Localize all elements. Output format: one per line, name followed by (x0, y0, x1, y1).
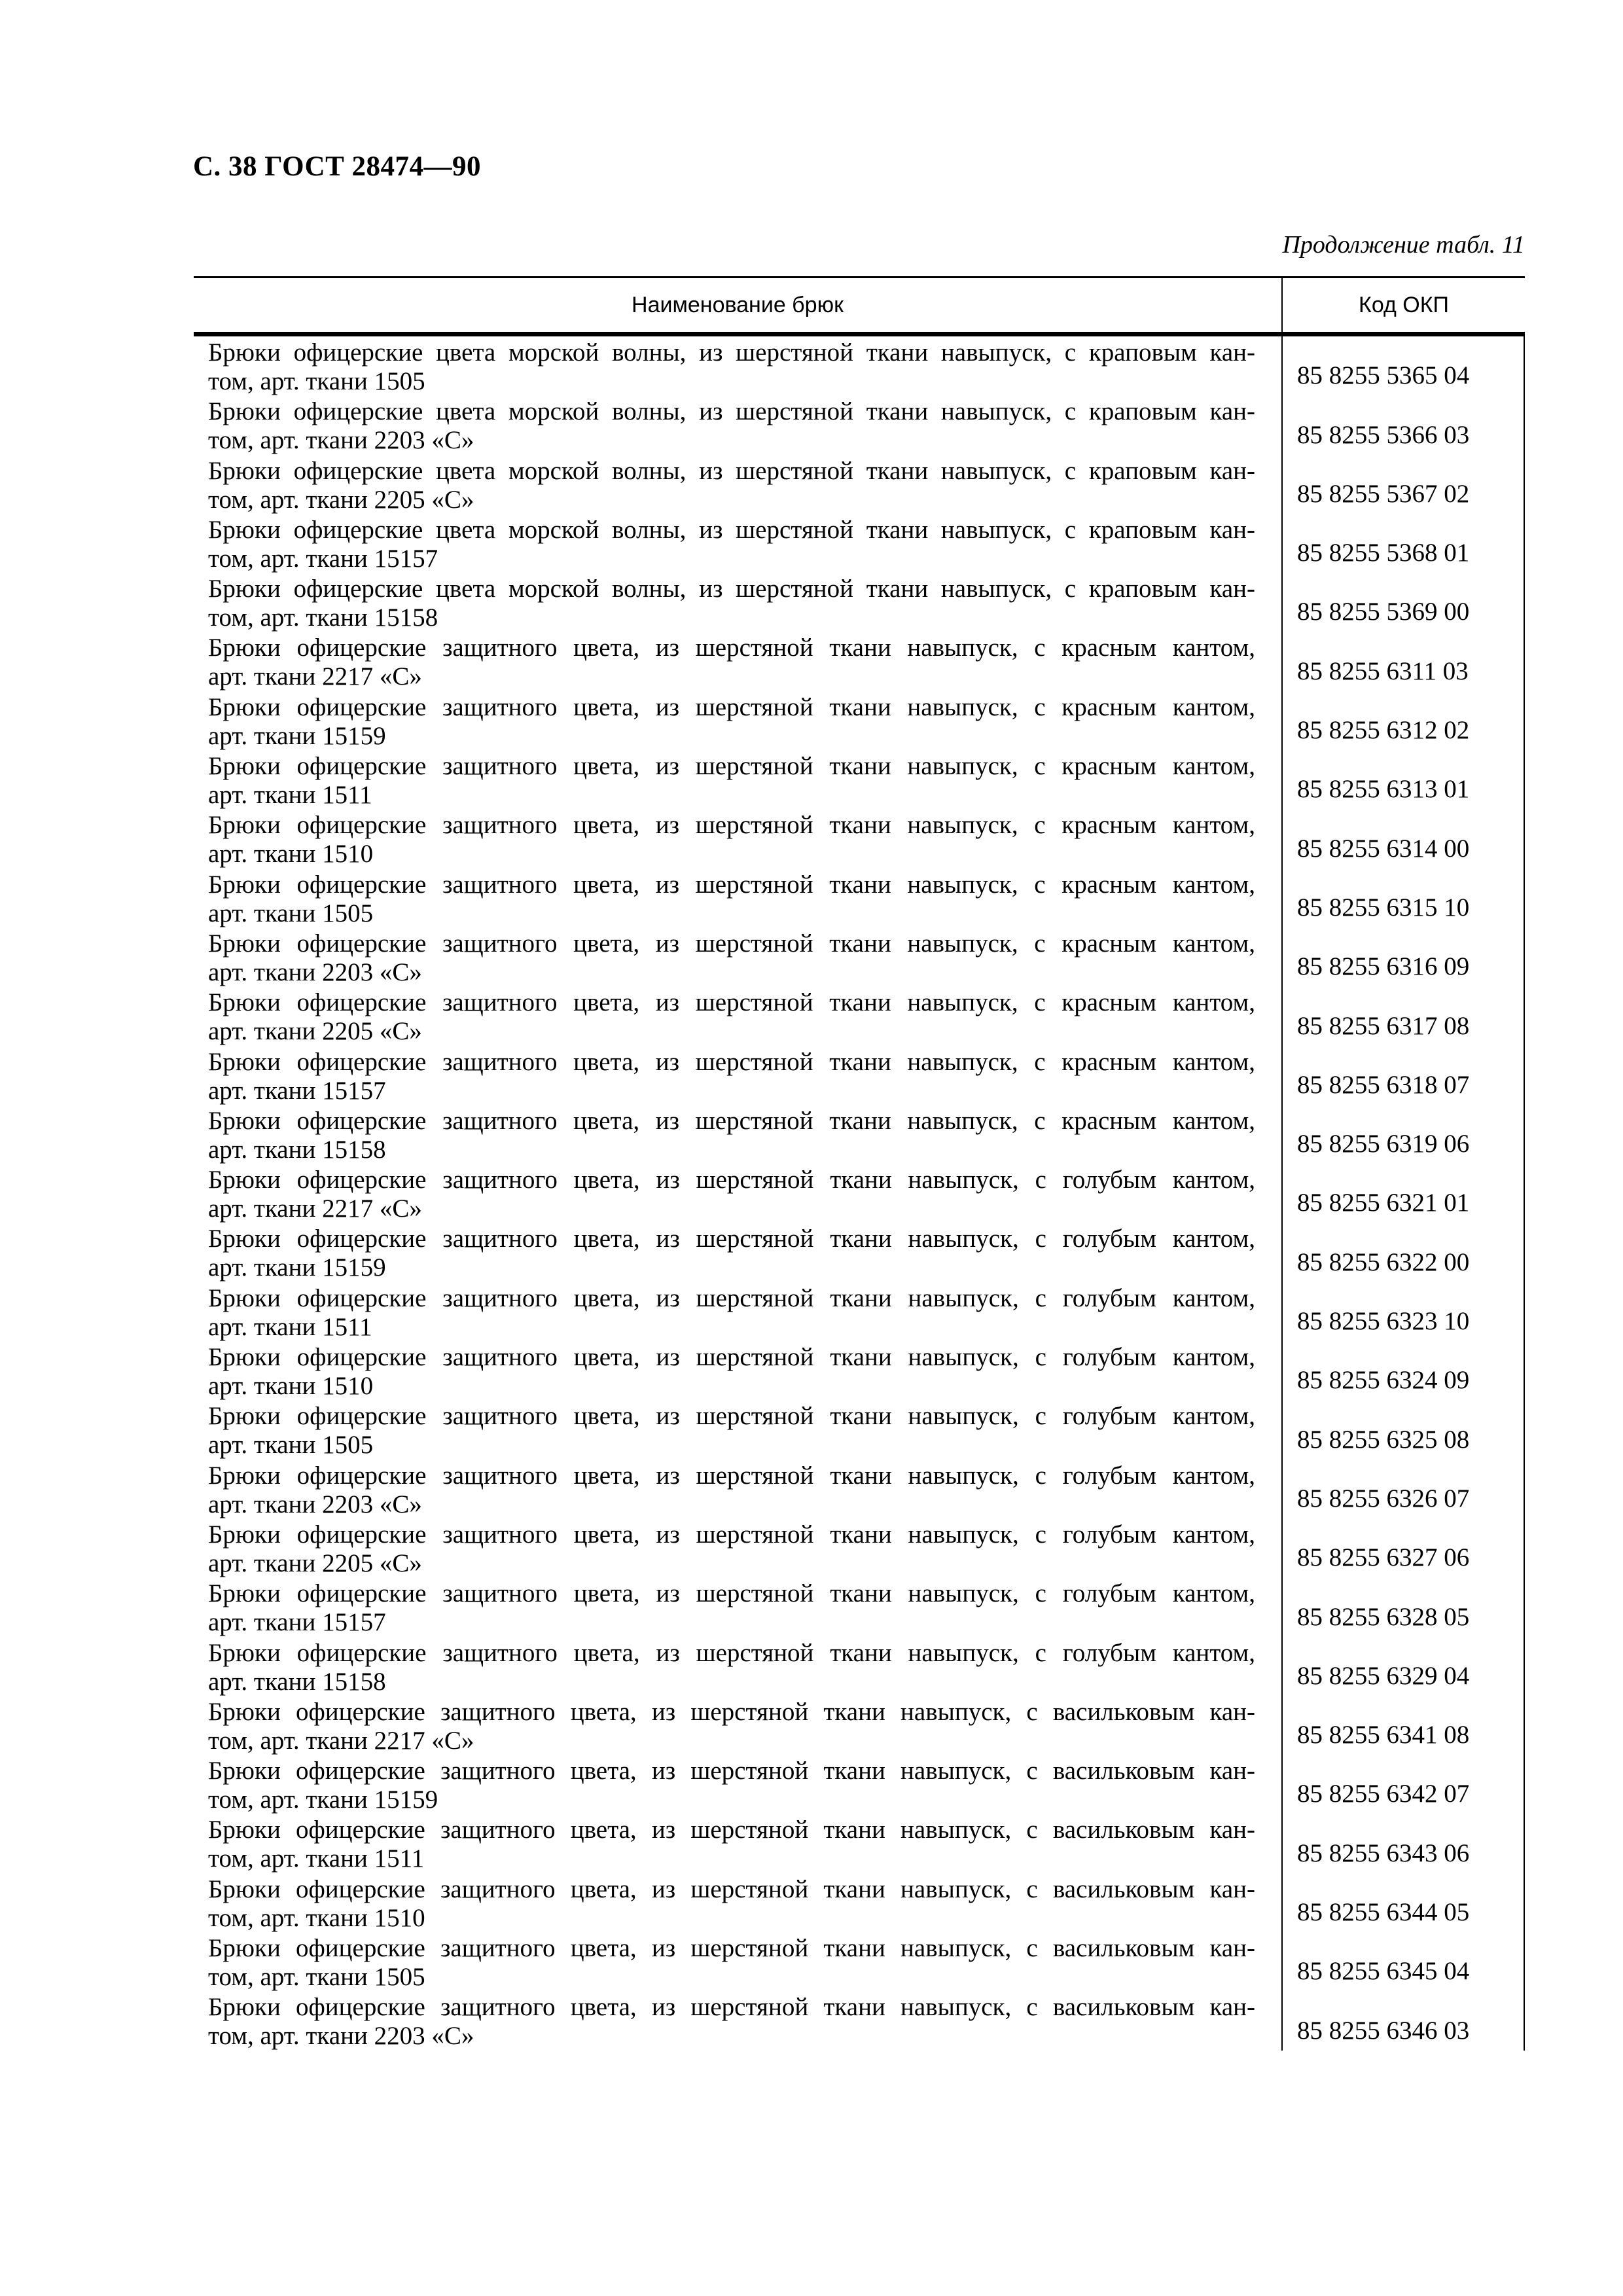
trouser-name-line2: том, арт. ткани 2205 «С» (208, 485, 474, 514)
trouser-name-line1: Брюки офицерские защитного цвета, из шерстяной ткани навыпуск, с красным кантом, (208, 752, 1255, 781)
okp-code-cell: 85 8255 5368 01 (1281, 514, 1524, 573)
trouser-name-cell (194, 455, 1281, 514)
trouser-name-line2: арт. ткани 15158 (208, 1135, 386, 1164)
table-row (194, 986, 1524, 1045)
trouser-name-cell (194, 632, 1281, 691)
okp-table (194, 276, 1525, 2051)
trouser-name-line1: Брюки офицерские цвета морской волны, из шерстяной ткани навыпуск, с краповым кан- (208, 397, 1255, 426)
trouser-name-line2: арт. ткани 15159 (208, 721, 386, 750)
okp-code-cell: 85 8255 5365 04 (1281, 336, 1524, 395)
table-row (194, 395, 1524, 454)
trouser-name-line2: арт. ткани 15158 (208, 1667, 386, 1696)
okp-code-cell: 85 8255 6313 01 (1281, 750, 1524, 809)
table-row (194, 1577, 1524, 1636)
table-row (194, 1991, 1524, 2050)
table-row (194, 691, 1524, 750)
table-row (194, 750, 1524, 809)
trouser-name-line1: Брюки офицерские цвета морской волны, из шерстяной ткани навыпуск, с краповым кан- (208, 338, 1255, 367)
trouser-name-line1: Брюки офицерские защитного цвета, из шерстяной ткани навыпуск, с васильковым кан- (208, 1816, 1255, 1844)
table-row (194, 1932, 1524, 1991)
trouser-name-line1: Брюки офицерские защитного цвета, из шерстяной ткани навыпуск, с красным кантом, (208, 634, 1255, 662)
trouser-name-line1: Брюки офицерские защитного цвета, из шерстяной ткани навыпуск, с красным кантом, (208, 1047, 1255, 1076)
trouser-name-cell (194, 1991, 1281, 2050)
column-header-name: Наименование брюк (632, 292, 844, 317)
trouser-name-cell (194, 869, 1281, 927)
table-row (194, 1164, 1524, 1223)
trouser-name-cell (194, 514, 1281, 573)
trouser-name-line1: Брюки офицерские защитного цвета, из шерстяной ткани навыпуск, с голубым кантом, (208, 1638, 1255, 1667)
trouser-name-line1: Брюки офицерские защитного цвета, из шерстяной ткани навыпуск, с голубым кантом, (208, 1461, 1255, 1490)
table-row (194, 1873, 1524, 1932)
okp-code-cell: 85 8255 6311 03 (1281, 632, 1524, 691)
okp-code-cell: 85 8255 5369 00 (1281, 573, 1524, 632)
trouser-name-line2: том, арт. ткани 2217 «С» (208, 1726, 474, 1755)
trouser-name-line2: том, арт. ткани 1505 (208, 1963, 425, 1992)
page-header: С. 38 ГОСТ 28474—90 (193, 151, 482, 182)
table-row (194, 1696, 1524, 1755)
trouser-name-cell (194, 336, 1281, 395)
table-row (194, 1400, 1524, 1459)
table-row (194, 1755, 1524, 1814)
trouser-name-cell (194, 986, 1281, 1045)
okp-code-cell: 85 8255 6344 05 (1281, 1873, 1524, 1932)
okp-code-cell: 85 8255 6327 06 (1281, 1518, 1524, 1577)
trouser-name-line2: арт. ткани 2203 «С» (208, 958, 422, 986)
trouser-name-line2: том, арт. ткани 2203 «С» (208, 2022, 474, 2051)
trouser-name-cell (194, 1046, 1281, 1105)
table-row (194, 1046, 1524, 1105)
table-row (194, 809, 1524, 868)
okp-code-cell: 85 8255 5367 02 (1281, 455, 1524, 514)
okp-code-cell: 85 8255 6317 08 (1281, 986, 1524, 1045)
trouser-name-cell (194, 1400, 1281, 1459)
trouser-name-line1: Брюки офицерские защитного цвета, из шерстяной ткани навыпуск, с голубым кантом, (208, 1520, 1255, 1549)
trouser-name-line2: арт. ткани 2205 «С» (208, 1549, 422, 1577)
trouser-name-line2: том, арт. ткани 1510 (208, 1903, 425, 1932)
trouser-name-line2: том, арт. ткани 2203 «С» (208, 426, 474, 455)
trouser-name-line1: Брюки офицерские защитного цвета, из шерстяной ткани навыпуск, с васильковым кан- (208, 1934, 1255, 1963)
trouser-name-line1: Брюки офицерские цвета морской волны, из шерстяной ткани навыпуск, с краповым кан- (208, 456, 1255, 485)
trouser-name-cell (194, 395, 1281, 454)
trouser-name-cell (194, 691, 1281, 750)
trouser-name-line2: арт. ткани 1511 (208, 781, 372, 810)
trouser-name-cell (194, 1518, 1281, 1577)
trouser-name-line2: арт. ткани 2205 «С» (208, 1017, 422, 1046)
trouser-name-line1: Брюки офицерские защитного цвета, из шерстяной ткани навыпуск, с красным кантом, (208, 988, 1255, 1017)
trouser-name-line2: арт. ткани 1505 (208, 899, 374, 927)
trouser-name-cell (194, 1873, 1281, 1932)
table-row (194, 1282, 1524, 1341)
trouser-name-line1: Брюки офицерские защитного цвета, из шерстяной ткани навыпуск, с голубым кантом, (208, 1402, 1255, 1431)
trouser-name-cell (194, 927, 1281, 986)
trouser-name-line1: Брюки офицерские защитного цвета, из шерстяной ткани навыпуск, с васильковым кан- (208, 1993, 1255, 2022)
table-row (194, 455, 1524, 514)
okp-code-cell: 85 8255 6328 05 (1281, 1577, 1524, 1636)
table-row (194, 573, 1524, 632)
table-row (194, 927, 1524, 986)
okp-code-cell: 85 8255 6319 06 (1281, 1105, 1524, 1164)
trouser-name-line1: Брюки офицерские защитного цвета, из шерстяной ткани навыпуск, с красным кантом, (208, 692, 1255, 721)
trouser-name-cell (194, 1105, 1281, 1164)
table-row (194, 1105, 1524, 1164)
trouser-name-line1: Брюки офицерские защитного цвета, из шерстяной ткани навыпуск, с васильковым кан- (208, 1697, 1255, 1726)
okp-code-cell: 85 8255 6345 04 (1281, 1932, 1524, 1991)
trouser-name-cell (194, 1755, 1281, 1814)
table-row (194, 869, 1524, 927)
trouser-name-line2: арт. ткани 15157 (208, 1608, 386, 1637)
trouser-name-line1: Брюки офицерские защитного цвета, из шерстяной ткани навыпуск, с васильковым кан- (208, 1757, 1255, 1785)
trouser-name-line2: арт. ткани 15157 (208, 1076, 386, 1105)
trouser-name-line1: Брюки офицерские защитного цвета, из шерстяной ткани навыпуск, с голубым кантом, (208, 1225, 1255, 1253)
okp-code-cell: 85 8255 6325 08 (1281, 1400, 1524, 1459)
column-header-code: Код ОКП (1281, 278, 1525, 332)
table-row (194, 632, 1524, 691)
okp-code-cell: 85 8255 6314 00 (1281, 809, 1524, 868)
table-body (194, 336, 1525, 2051)
okp-code-cell: 85 8255 6315 10 (1281, 869, 1524, 927)
trouser-name-line1: Брюки офицерские защитного цвета, из шерстяной ткани навыпуск, с красным кантом, (208, 870, 1255, 899)
table-row (194, 1223, 1524, 1282)
trouser-name-line1: Брюки офицерские защитного цвета, из шерстяной ткани навыпуск, с красным кантом, (208, 929, 1255, 958)
trouser-name-line2: том, арт. ткани 15157 (208, 544, 438, 573)
okp-code-cell: 85 8255 5366 03 (1281, 395, 1524, 454)
table-row (194, 1518, 1524, 1577)
trouser-name-cell (194, 1341, 1281, 1400)
trouser-name-line2: арт. ткани 2203 «С» (208, 1490, 422, 1518)
okp-code-cell: 85 8255 6322 00 (1281, 1223, 1524, 1282)
trouser-name-line1: Брюки офицерские защитного цвета, из шерстяной ткани навыпуск, с голубым кантом, (208, 1166, 1255, 1194)
trouser-name-cell (194, 750, 1281, 809)
trouser-name-line2: арт. ткани 2217 «С» (208, 662, 422, 691)
trouser-name-cell (194, 1164, 1281, 1223)
trouser-name-line2: том, арт. ткани 15159 (208, 1785, 438, 1814)
trouser-name-cell (194, 573, 1281, 632)
okp-code-cell: 85 8255 6341 08 (1281, 1696, 1524, 1755)
okp-code-cell: 85 8255 6324 09 (1281, 1341, 1524, 1400)
table-row (194, 514, 1524, 573)
okp-code-cell: 85 8255 6323 10 (1281, 1282, 1524, 1341)
trouser-name-line1: Брюки офицерские цвета морской волны, из шерстяной ткани навыпуск, с краповым кан- (208, 575, 1255, 603)
table-caption: Продолжение табл. 11 (1282, 231, 1525, 259)
trouser-name-cell (194, 1460, 1281, 1518)
trouser-name-cell (194, 1932, 1281, 1991)
trouser-name-line1: Брюки офицерские защитного цвета, из шерстяной ткани навыпуск, с голубым кантом, (208, 1343, 1255, 1372)
trouser-name-line2: арт. ткани 1511 (208, 1312, 372, 1341)
trouser-name-line2: том, арт. ткани 1505 (208, 367, 425, 395)
trouser-name-cell (194, 809, 1281, 868)
okp-code-cell: 85 8255 6346 03 (1281, 1991, 1524, 2050)
trouser-name-cell (194, 1282, 1281, 1341)
trouser-name-line2: том, арт. ткани 1511 (208, 1844, 425, 1873)
trouser-name-cell (194, 1577, 1281, 1636)
trouser-name-line1: Брюки офицерские защитного цвета, из шерстяной ткани навыпуск, с красным кантом, (208, 1106, 1255, 1135)
table-row (194, 1814, 1524, 1873)
okp-code-cell: 85 8255 6312 02 (1281, 691, 1524, 750)
trouser-name-cell (194, 1814, 1281, 1873)
trouser-name-line1: Брюки офицерские защитного цвета, из шерстяной ткани навыпуск, с красным кантом, (208, 811, 1255, 840)
table-header (194, 276, 1525, 336)
trouser-name-cell (194, 1223, 1281, 1282)
trouser-name-line2: арт. ткани 15159 (208, 1253, 386, 1282)
trouser-name-line2: арт. ткани 1510 (208, 840, 374, 869)
trouser-name-line2: арт. ткани 1505 (208, 1431, 374, 1460)
table-row (194, 1637, 1524, 1696)
okp-code-cell: 85 8255 6321 01 (1281, 1164, 1524, 1223)
trouser-name-cell (194, 1637, 1281, 1696)
trouser-name-line1: Брюки офицерские цвета морской волны, из шерстяной ткани навыпуск, с краповым кан- (208, 515, 1255, 544)
trouser-name-line2: арт. ткани 2217 «С» (208, 1194, 422, 1223)
trouser-name-line2: том, арт. ткани 15158 (208, 603, 438, 632)
trouser-name-line2: арт. ткани 1510 (208, 1372, 374, 1401)
okp-code-cell: 85 8255 6342 07 (1281, 1755, 1524, 1814)
trouser-name-line1: Брюки офицерские защитного цвета, из шерстяной ткани навыпуск, с васильковым кан- (208, 1874, 1255, 1903)
okp-code-cell: 85 8255 6326 07 (1281, 1460, 1524, 1518)
okp-code-cell: 85 8255 6343 06 (1281, 1814, 1524, 1873)
trouser-name-cell (194, 1696, 1281, 1755)
table-row (194, 1460, 1524, 1518)
okp-code-cell: 85 8255 6316 09 (1281, 927, 1524, 986)
table-row (194, 336, 1524, 395)
okp-code-cell: 85 8255 6329 04 (1281, 1637, 1524, 1696)
trouser-name-line1: Брюки офицерские защитного цвета, из шерстяной ткани навыпуск, с голубым кантом, (208, 1579, 1255, 1608)
trouser-name-line1: Брюки офицерские защитного цвета, из шерстяной ткани навыпуск, с голубым кантом, (208, 1283, 1255, 1312)
table-row (194, 1341, 1524, 1400)
okp-code-cell: 85 8255 6318 07 (1281, 1046, 1524, 1105)
